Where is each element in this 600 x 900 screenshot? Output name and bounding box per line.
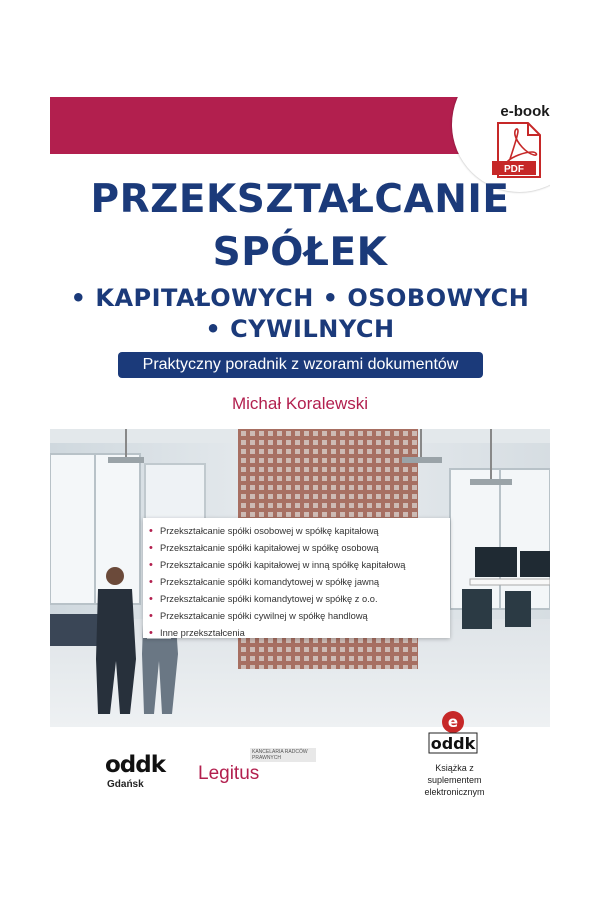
- title-line-4: • CYWILNYCH: [205, 315, 395, 343]
- svg-text:e: e: [447, 713, 459, 731]
- author: Michał Koralewski: [231, 394, 369, 413]
- features-box: [143, 518, 450, 638]
- pdf-icon-text: PDF: [504, 164, 524, 175]
- feature-item: • Przekształcanie spółki komandytowej w spółkę jawną: [149, 574, 450, 591]
- pdf-icon: [490, 121, 546, 179]
- legitus-tag: KANCELARIA RADCÓW PRAWNYCH: [250, 748, 316, 762]
- feature-item: • Przekształcanie spółki osobowej w spółkę kapitałową: [149, 523, 450, 540]
- e-oddk-logo-text: oddk: [430, 734, 476, 753]
- ebook-label: e-book: [500, 103, 550, 120]
- book-cover: [50, 97, 550, 802]
- publisher-city: Gdańsk: [107, 779, 144, 790]
- feature-item: • Inne przekształcenia: [149, 625, 450, 642]
- subtitle: Praktyczny poradnik z wzorami dokumentów: [118, 352, 483, 378]
- feature-item: • Przekształcanie spółki kapitałowej w inną spółkę kapitałową: [149, 557, 450, 574]
- oddk-logo-text: oddk: [105, 752, 166, 778]
- supplement-text: Książka z suplementem elektronicznym: [424, 763, 485, 797]
- title-line-3: • KAPITAŁOWYCH • OSOBOWYCH: [70, 284, 530, 312]
- oddk-logo: [105, 752, 175, 792]
- title-line-1: PRZEKSZTAŁCANIE: [90, 177, 510, 222]
- title-line-2: SPÓŁEK: [212, 230, 388, 275]
- feature-item: • Przekształcanie spółki komandytowej w spółkę z o.o.: [149, 591, 450, 608]
- feature-item: • Przekształcanie spółki kapitałowej w spółkę osobową: [149, 540, 450, 557]
- feature-item: • Przekształcanie spółki cywilnej w spółkę handlową: [149, 608, 450, 625]
- legitus-logo: Legitus: [198, 763, 260, 784]
- e-oddk-logo: [427, 709, 479, 755]
